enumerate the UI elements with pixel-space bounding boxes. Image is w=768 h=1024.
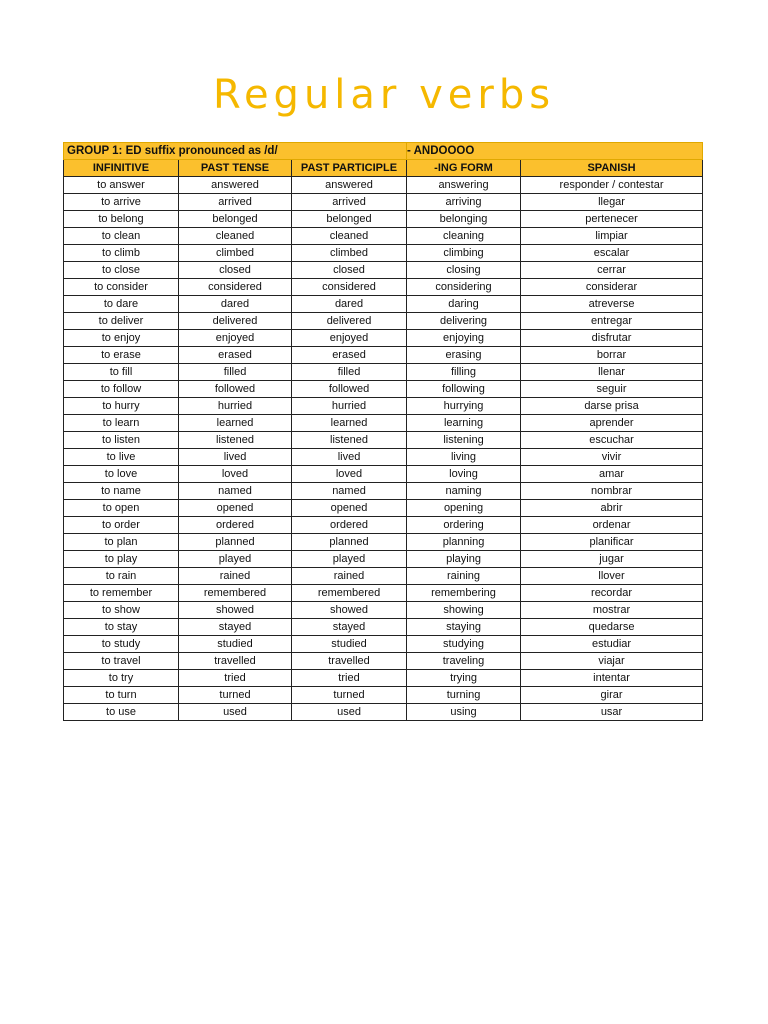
table-row <box>64 313 703 330</box>
cell-infinitive: to hurry <box>64 398 179 415</box>
cell-past-participle: answered <box>292 177 407 194</box>
cell-spanish: responder / contestar <box>521 177 703 194</box>
column-header-spanish: SPANISH <box>521 160 703 177</box>
cell-spanish: considerar <box>521 279 703 296</box>
cell-past-participle: erased <box>292 347 407 364</box>
cell-ing-form: erasing <box>407 347 521 364</box>
cell-ing-form: living <box>407 449 521 466</box>
cell-infinitive: to close <box>64 262 179 279</box>
cell-spanish: aprender <box>521 415 703 432</box>
cell-past-tense: learned <box>179 415 292 432</box>
cell-infinitive: to use <box>64 704 179 721</box>
cell-past-participle: opened <box>292 500 407 517</box>
verbs-table <box>63 142 703 721</box>
cell-past-participle: named <box>292 483 407 500</box>
cell-past-tense: planned <box>179 534 292 551</box>
cell-past-tense: tried <box>179 670 292 687</box>
cell-spanish: llover <box>521 568 703 585</box>
cell-infinitive: to name <box>64 483 179 500</box>
cell-ing-form: raining <box>407 568 521 585</box>
cell-ing-form: cleaning <box>407 228 521 245</box>
cell-past-tense: played <box>179 551 292 568</box>
cell-infinitive: to listen <box>64 432 179 449</box>
cell-infinitive: to turn <box>64 687 179 704</box>
cell-spanish: recordar <box>521 585 703 602</box>
table-row <box>64 279 703 296</box>
cell-past-participle: delivered <box>292 313 407 330</box>
cell-spanish: borrar <box>521 347 703 364</box>
cell-infinitive: to arrive <box>64 194 179 211</box>
cell-infinitive: to belong <box>64 211 179 228</box>
cell-past-participle: tried <box>292 670 407 687</box>
cell-past-tense: listened <box>179 432 292 449</box>
cell-past-tense: remembered <box>179 585 292 602</box>
cell-past-tense: hurried <box>179 398 292 415</box>
table-row <box>64 500 703 517</box>
table-row <box>64 398 703 415</box>
cell-past-participle: showed <box>292 602 407 619</box>
cell-infinitive: to remember <box>64 585 179 602</box>
cell-past-participle: hurried <box>292 398 407 415</box>
cell-past-tense: belonged <box>179 211 292 228</box>
cell-infinitive: to try <box>64 670 179 687</box>
cell-infinitive: to consider <box>64 279 179 296</box>
cell-infinitive: to climb <box>64 245 179 262</box>
table-row <box>64 381 703 398</box>
cell-spanish: intentar <box>521 670 703 687</box>
cell-past-participle: followed <box>292 381 407 398</box>
cell-ing-form: remembering <box>407 585 521 602</box>
cell-ing-form: belonging <box>407 211 521 228</box>
table-row <box>64 245 703 262</box>
table-row <box>64 534 703 551</box>
table-row <box>64 653 703 670</box>
cell-ing-form: hurrying <box>407 398 521 415</box>
cell-past-participle: stayed <box>292 619 407 636</box>
page-title: Regular verbs <box>212 72 556 118</box>
group-note: - ANDOOOO <box>407 143 703 160</box>
cell-past-tense: ordered <box>179 517 292 534</box>
table-body <box>64 177 703 721</box>
cell-past-tense: answered <box>179 177 292 194</box>
cell-past-participle: listened <box>292 432 407 449</box>
table-row <box>64 330 703 347</box>
table-row <box>64 415 703 432</box>
table-row <box>64 262 703 279</box>
cell-past-participle: closed <box>292 262 407 279</box>
table-row <box>64 585 703 602</box>
cell-past-participle: considered <box>292 279 407 296</box>
cell-ing-form: following <box>407 381 521 398</box>
cell-spanish: ordenar <box>521 517 703 534</box>
cell-infinitive: to follow <box>64 381 179 398</box>
cell-past-participle: played <box>292 551 407 568</box>
cell-past-tense: showed <box>179 602 292 619</box>
cell-infinitive: to rain <box>64 568 179 585</box>
cell-infinitive: to order <box>64 517 179 534</box>
cell-ing-form: listening <box>407 432 521 449</box>
group-header-row <box>64 143 703 160</box>
cell-past-participle: enjoyed <box>292 330 407 347</box>
cell-spanish: entregar <box>521 313 703 330</box>
cell-past-tense: followed <box>179 381 292 398</box>
cell-past-tense: enjoyed <box>179 330 292 347</box>
cell-infinitive: to dare <box>64 296 179 313</box>
table-row <box>64 466 703 483</box>
cell-ing-form: delivering <box>407 313 521 330</box>
table-row <box>64 670 703 687</box>
cell-past-participle: used <box>292 704 407 721</box>
cell-ing-form: arriving <box>407 194 521 211</box>
table-row <box>64 704 703 721</box>
cell-ing-form: learning <box>407 415 521 432</box>
group-label: GROUP 1: ED suffix pronounced as /d/ <box>64 143 407 160</box>
cell-spanish: quedarse <box>521 619 703 636</box>
cell-past-tense: dared <box>179 296 292 313</box>
column-header-row <box>64 160 703 177</box>
table-row <box>64 636 703 653</box>
cell-infinitive: to open <box>64 500 179 517</box>
cell-infinitive: to erase <box>64 347 179 364</box>
cell-infinitive: to fill <box>64 364 179 381</box>
cell-infinitive: to play <box>64 551 179 568</box>
cell-past-participle: rained <box>292 568 407 585</box>
cell-spanish: escuchar <box>521 432 703 449</box>
cell-spanish: darse prisa <box>521 398 703 415</box>
cell-spanish: disfrutar <box>521 330 703 347</box>
table-row <box>64 228 703 245</box>
table-row <box>64 602 703 619</box>
cell-ing-form: traveling <box>407 653 521 670</box>
table-row <box>64 483 703 500</box>
cell-ing-form: planning <box>407 534 521 551</box>
cell-spanish: escalar <box>521 245 703 262</box>
cell-past-tense: filled <box>179 364 292 381</box>
cell-past-participle: dared <box>292 296 407 313</box>
cell-spanish: atreverse <box>521 296 703 313</box>
cell-past-tense: lived <box>179 449 292 466</box>
cell-infinitive: to show <box>64 602 179 619</box>
table-row <box>64 194 703 211</box>
cell-past-tense: considered <box>179 279 292 296</box>
cell-past-tense: erased <box>179 347 292 364</box>
cell-past-participle: planned <box>292 534 407 551</box>
cell-ing-form: showing <box>407 602 521 619</box>
table-row <box>64 432 703 449</box>
cell-past-tense: arrived <box>179 194 292 211</box>
cell-spanish: viajar <box>521 653 703 670</box>
table-row <box>64 517 703 534</box>
cell-ing-form: studying <box>407 636 521 653</box>
cell-past-participle: turned <box>292 687 407 704</box>
cell-past-tense: travelled <box>179 653 292 670</box>
cell-past-tense: opened <box>179 500 292 517</box>
cell-ing-form: closing <box>407 262 521 279</box>
cell-spanish: girar <box>521 687 703 704</box>
cell-infinitive: to answer <box>64 177 179 194</box>
cell-past-participle: travelled <box>292 653 407 670</box>
cell-infinitive: to stay <box>64 619 179 636</box>
cell-ing-form: turning <box>407 687 521 704</box>
cell-ing-form: playing <box>407 551 521 568</box>
cell-past-tense: stayed <box>179 619 292 636</box>
cell-past-participle: climbed <box>292 245 407 262</box>
cell-spanish: llegar <box>521 194 703 211</box>
table-row <box>64 364 703 381</box>
cell-ing-form: answering <box>407 177 521 194</box>
cell-spanish: jugar <box>521 551 703 568</box>
cell-spanish: seguir <box>521 381 703 398</box>
column-header-past-tense: PAST TENSE <box>179 160 292 177</box>
cell-ing-form: daring <box>407 296 521 313</box>
cell-ing-form: filling <box>407 364 521 381</box>
cell-ing-form: opening <box>407 500 521 517</box>
cell-past-tense: loved <box>179 466 292 483</box>
cell-spanish: cerrar <box>521 262 703 279</box>
cell-spanish: pertenecer <box>521 211 703 228</box>
cell-ing-form: naming <box>407 483 521 500</box>
cell-past-tense: named <box>179 483 292 500</box>
cell-ing-form: staying <box>407 619 521 636</box>
cell-infinitive: to enjoy <box>64 330 179 347</box>
cell-ing-form: using <box>407 704 521 721</box>
cell-spanish: nombrar <box>521 483 703 500</box>
cell-past-tense: turned <box>179 687 292 704</box>
cell-infinitive: to learn <box>64 415 179 432</box>
cell-ing-form: ordering <box>407 517 521 534</box>
cell-ing-form: trying <box>407 670 521 687</box>
cell-ing-form: loving <box>407 466 521 483</box>
column-header-infinitive: INFINITIVE <box>64 160 179 177</box>
table-row <box>64 619 703 636</box>
cell-infinitive: to love <box>64 466 179 483</box>
table-row <box>64 347 703 364</box>
cell-spanish: estudiar <box>521 636 703 653</box>
cell-spanish: usar <box>521 704 703 721</box>
column-header-past-participle: PAST PARTICIPLE <box>292 160 407 177</box>
cell-infinitive: to live <box>64 449 179 466</box>
cell-spanish: limpiar <box>521 228 703 245</box>
table-row <box>64 211 703 228</box>
cell-past-participle: filled <box>292 364 407 381</box>
cell-past-tense: delivered <box>179 313 292 330</box>
table-row <box>64 296 703 313</box>
cell-infinitive: to clean <box>64 228 179 245</box>
cell-spanish: abrir <box>521 500 703 517</box>
cell-past-participle: loved <box>292 466 407 483</box>
cell-infinitive: to deliver <box>64 313 179 330</box>
cell-infinitive: to study <box>64 636 179 653</box>
cell-spanish: mostrar <box>521 602 703 619</box>
cell-past-participle: ordered <box>292 517 407 534</box>
cell-past-tense: cleaned <box>179 228 292 245</box>
cell-ing-form: enjoying <box>407 330 521 347</box>
cell-spanish: vivir <box>521 449 703 466</box>
cell-infinitive: to plan <box>64 534 179 551</box>
cell-spanish: llenar <box>521 364 703 381</box>
cell-past-participle: cleaned <box>292 228 407 245</box>
cell-spanish: amar <box>521 466 703 483</box>
cell-past-tense: climbed <box>179 245 292 262</box>
cell-past-participle: belonged <box>292 211 407 228</box>
cell-past-tense: studied <box>179 636 292 653</box>
cell-past-tense: closed <box>179 262 292 279</box>
table-row <box>64 687 703 704</box>
column-header-ing-form: -ING FORM <box>407 160 521 177</box>
cell-past-participle: learned <box>292 415 407 432</box>
table-row <box>64 449 703 466</box>
table-row <box>64 177 703 194</box>
cell-ing-form: considering <box>407 279 521 296</box>
cell-past-participle: lived <box>292 449 407 466</box>
cell-infinitive: to travel <box>64 653 179 670</box>
cell-spanish: planificar <box>521 534 703 551</box>
cell-past-participle: arrived <box>292 194 407 211</box>
cell-past-participle: remembered <box>292 585 407 602</box>
table-row <box>64 568 703 585</box>
cell-past-participle: studied <box>292 636 407 653</box>
cell-past-tense: used <box>179 704 292 721</box>
table-row <box>64 551 703 568</box>
cell-past-tense: rained <box>179 568 292 585</box>
cell-ing-form: climbing <box>407 245 521 262</box>
